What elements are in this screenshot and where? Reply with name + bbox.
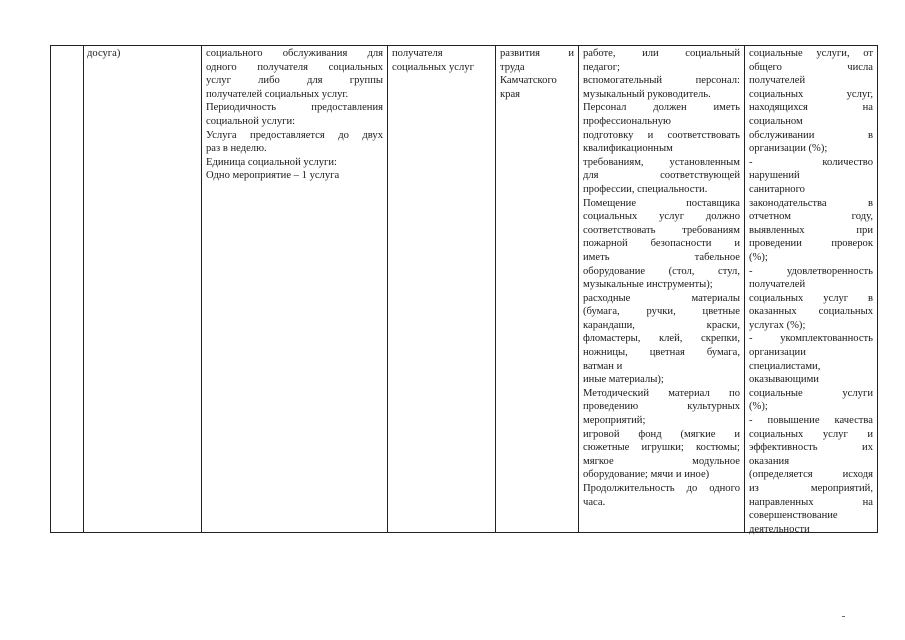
cell-line: санитарного [749, 183, 805, 195]
table-top-border [50, 45, 878, 46]
cell-line: (%); [749, 251, 768, 263]
cell-line: расходные материалы [583, 292, 740, 304]
cell-line: мягкое модульное [583, 455, 740, 467]
cell-conditions [583, 47, 740, 509]
cell-line: направленных на [749, 496, 873, 508]
cell-line: социальных услуг в [749, 292, 873, 304]
col-border [744, 45, 745, 533]
services-table [50, 45, 878, 533]
cell-line: социальные услуги [749, 387, 873, 399]
cell-line: края [500, 88, 521, 100]
cell-line: иные материалы); [583, 374, 664, 386]
cell-line: - повышение качества [749, 415, 873, 427]
col-border [877, 45, 878, 533]
cell-line: (определяется исходя [749, 469, 873, 481]
col-border [201, 45, 202, 533]
cell-line: Периодичность предоставления [206, 102, 383, 114]
cell-line: получателя [392, 48, 443, 59]
cell-line: карандаши, краски, [583, 319, 740, 331]
cell-line: развития и [500, 48, 574, 59]
cell-service-name [87, 47, 197, 61]
cell-line: нарушений [749, 170, 800, 182]
cell-line: соответствовать требованиям [583, 224, 740, 236]
cell-line: организации (%); [749, 143, 828, 155]
cell-quality-indicators [749, 47, 873, 536]
cell-line: педагог; [583, 61, 620, 73]
cell-line: социальных услуг, [749, 88, 873, 100]
cell-line: совершенствование [749, 510, 838, 522]
cell-line: музыкальные инструменты); [583, 279, 713, 291]
col-border [578, 45, 579, 533]
cell-line: раз в неделю. [206, 143, 267, 155]
cell-line: оказания [749, 455, 790, 467]
cell-line: квалификационным [583, 143, 673, 155]
cell-text: досуга) [87, 48, 121, 59]
cell-line: оказанных социальных [749, 306, 873, 318]
col-border [83, 45, 84, 533]
cell-line: социальных услуг должно [583, 211, 740, 223]
cell-line: находящихся на [749, 102, 873, 114]
cell-line: эффективность их [749, 442, 873, 454]
cell-line: сюжетные игрушки; костюмы; [583, 442, 740, 454]
cell-line: - удовлетворенность [749, 265, 873, 277]
cell-line: Единица социальной услуги: [206, 156, 337, 168]
cell-line: ватман и [583, 360, 623, 372]
cell-line: законодательства в [749, 197, 873, 209]
cell-line: (бумага, ручки, цветные [583, 306, 740, 318]
cell-line: - укомплектованность [749, 333, 873, 345]
cell-line: оборудование (стол, стул, [583, 265, 740, 277]
cell-line: профессиональную [583, 115, 671, 127]
cell-provider [500, 47, 574, 101]
cell-line: получателей социальных услуг. [206, 88, 349, 100]
cell-line: подготовку и соответствовать [583, 129, 740, 141]
cell-line: проведении проверок [749, 238, 873, 250]
cell-line: работе, или социальный [583, 48, 740, 59]
cell-line: Услуга предоставляется до двух [206, 129, 383, 141]
cell-line: Методический материал по [583, 387, 740, 399]
cell-recipients [392, 47, 491, 74]
cell-line: игровой фонд (мягкие и [583, 428, 740, 440]
cell-line: пожарной безопасности и [583, 238, 740, 250]
cell-line: Одно мероприятие – 1 услуга [206, 170, 340, 182]
cell-line: мероприятий; [583, 415, 646, 427]
cell-line: Продолжительность до одного [583, 483, 740, 494]
cell-line: социального обслуживания для [206, 48, 383, 59]
cell-line: общего числа [749, 61, 873, 73]
cell-line: услугах (%); [749, 319, 806, 331]
cell-line: социальных услуг [392, 61, 474, 73]
cell-line: ножницы, цветная бумага, [583, 347, 740, 359]
cell-line: организации [749, 347, 806, 359]
cell-line: социальных услуг и [749, 428, 873, 440]
cell-line: социальные услуги, от [749, 48, 873, 59]
cell-line: часа. [583, 496, 606, 508]
cell-line: проведению культурных [583, 401, 740, 413]
col-border [495, 45, 496, 533]
col-border [50, 45, 51, 533]
cell-line: профессии, специальности. [583, 183, 708, 195]
cell-line: оборудование; мячи и иное) [583, 469, 710, 481]
cell-line: вспомогательный персонал: [583, 75, 740, 87]
cell-line: Помещение поставщика [583, 197, 740, 209]
cell-line: специалистами, [749, 360, 821, 372]
cell-line: (%); [749, 401, 768, 413]
cell-line: одного получателя социальных [206, 61, 383, 73]
cell-line: услуг либо для группы [206, 75, 383, 87]
cell-line: обслуживании в [749, 129, 873, 141]
cell-line: требованиям, установленным [583, 156, 740, 168]
cell-line: Камчатского [500, 75, 557, 87]
cell-line: социальной услуги: [206, 115, 296, 127]
cell-line: для соответствующей [583, 170, 740, 182]
cell-line: музыкальный руководитель. [583, 88, 711, 100]
cell-line: социальном [749, 115, 803, 127]
col-border [387, 45, 388, 533]
cell-line: получателей [749, 279, 806, 291]
cell-line: выявленных при [749, 224, 873, 236]
cell-line: отчетном году, [749, 211, 873, 223]
cell-line: из мероприятий, [749, 483, 873, 494]
cell-line: получателей [749, 75, 806, 87]
cell-line: деятельности [749, 523, 810, 535]
cell-line: - количество [749, 156, 873, 168]
cell-line: Персонал должен иметь [583, 102, 740, 114]
scan-dot [842, 616, 845, 617]
cell-service-content [206, 47, 383, 183]
cell-line: иметь табельное [583, 251, 740, 263]
cell-line: труда [500, 61, 525, 73]
cell-line: фломастеры, клей, скрепки, [583, 333, 740, 345]
cell-line: оказывающими [749, 374, 819, 386]
